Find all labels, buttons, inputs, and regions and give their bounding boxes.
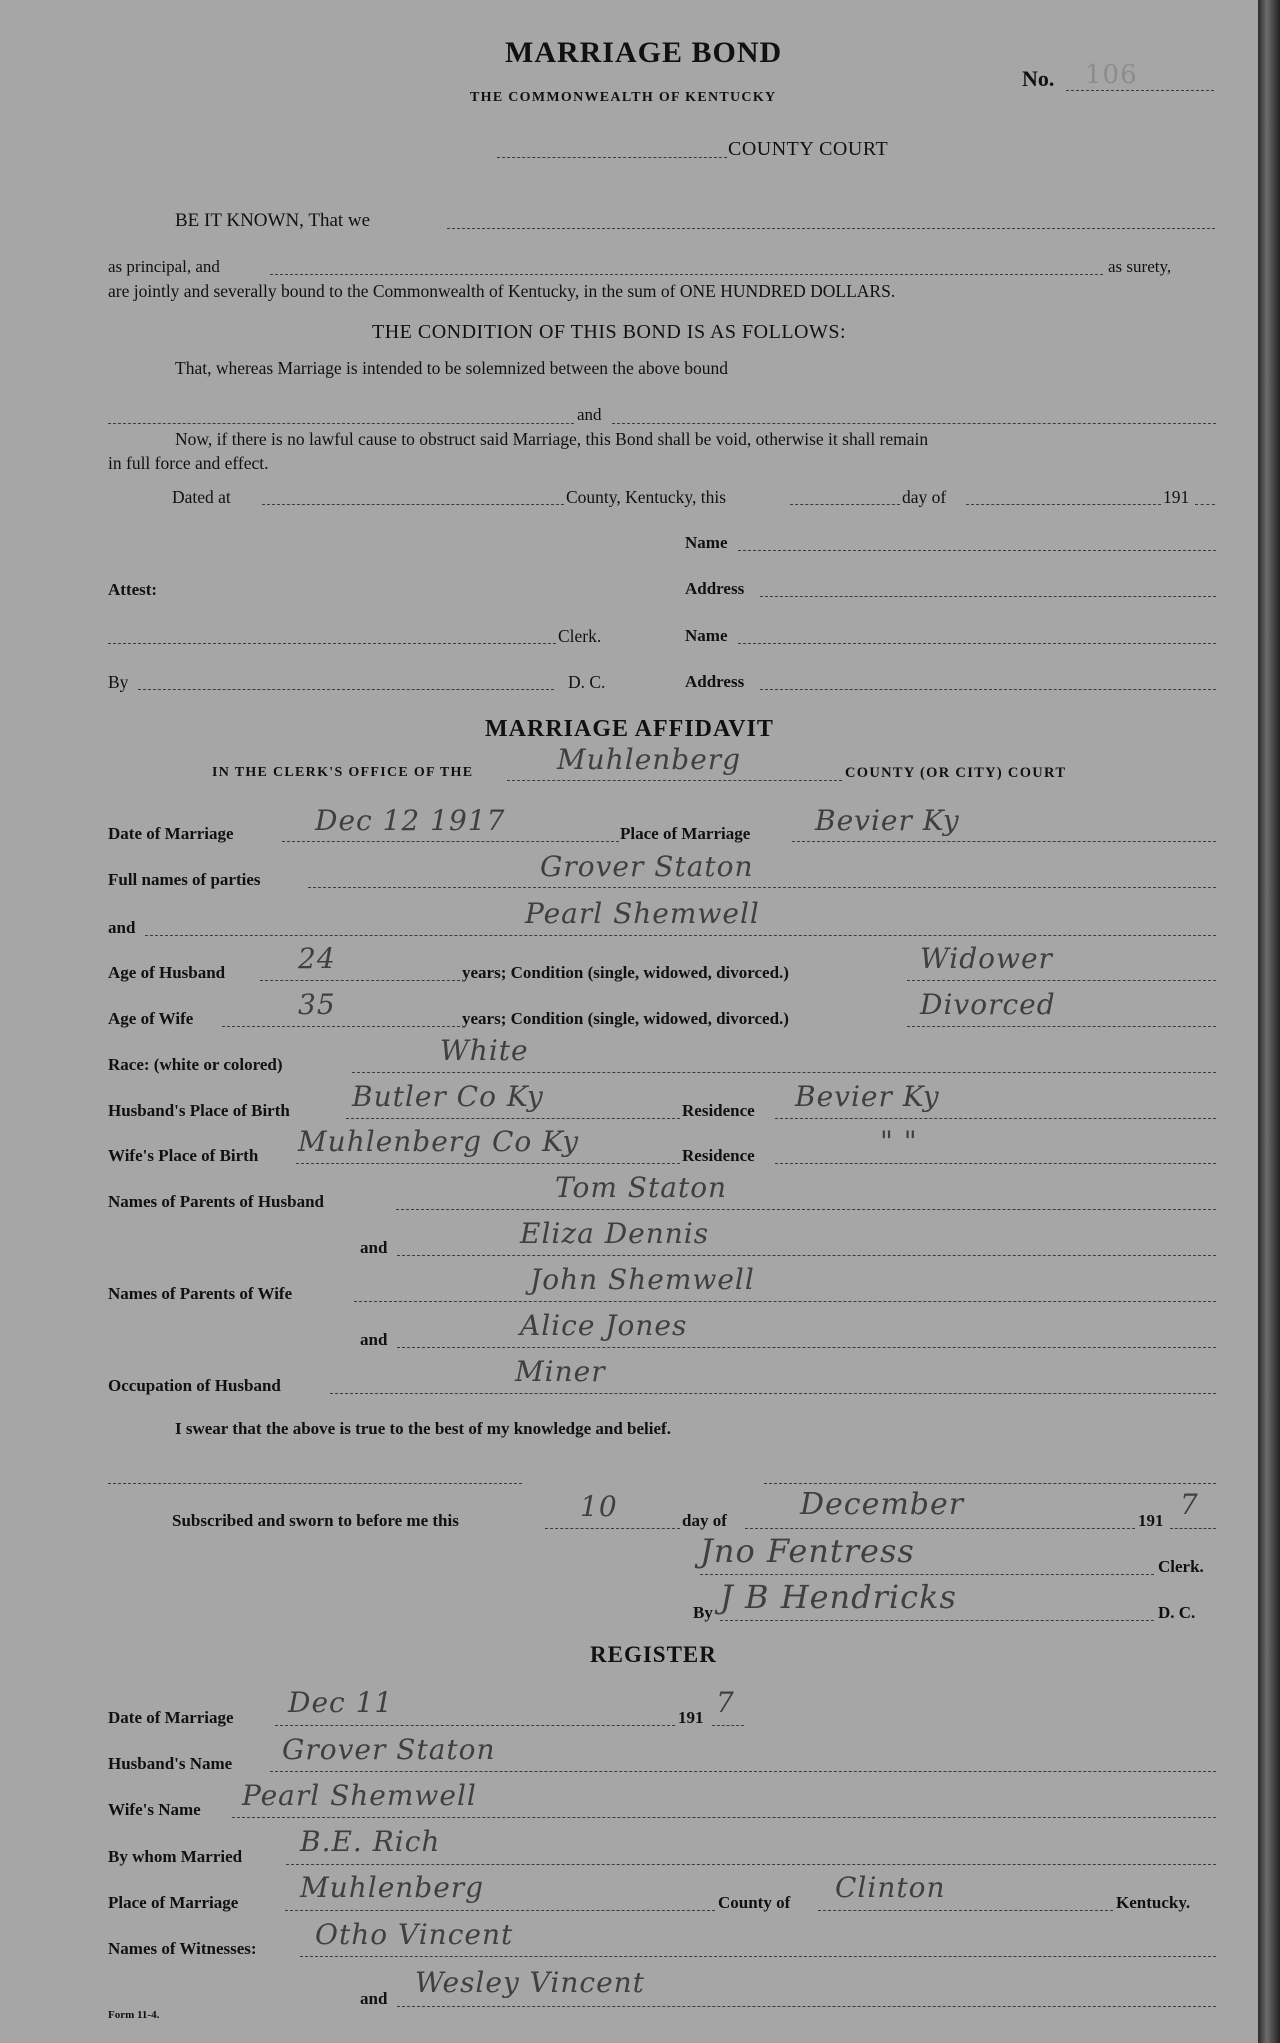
as-surety: as surety, — [1108, 257, 1172, 276]
residence-label-2: Residence — [682, 1146, 755, 1165]
party-2-name: Pearl Shemwell — [525, 897, 760, 930]
register-date-label: Date of Marriage — [108, 1708, 234, 1727]
place-of-marriage-label: Place of Marriage — [620, 824, 751, 843]
i-swear-statement: I swear that the above is true to the best of my knowledge and belief. — [175, 1419, 671, 1438]
sworn-year-prefix: 191 — [1138, 1511, 1164, 1530]
age-husband-value: 24 — [298, 942, 336, 975]
address-label-1: Address — [685, 579, 745, 598]
and-label-parties: and — [108, 918, 136, 937]
day-of-label-2: day of — [682, 1511, 727, 1530]
register-wife-value: Pearl Shemwell — [242, 1779, 477, 1812]
and-label-wife-parents: and — [360, 1330, 388, 1349]
page-edge — [1258, 0, 1280, 2043]
age-husband-label: Age of Husband — [108, 963, 226, 982]
register-by-whom-label: By whom Married — [108, 1847, 243, 1866]
register-by-whom-value: B.E. Rich — [300, 1825, 441, 1858]
residence-label-1: Residence — [682, 1101, 755, 1120]
wife-parents-label: Names of Parents of Wife — [108, 1284, 293, 1303]
sworn-year-suffix: 7 — [1180, 1488, 1199, 1521]
lawful-cause-2: in full force and effect. — [108, 453, 269, 473]
wife-birthplace-label: Wife's Place of Birth — [108, 1146, 259, 1165]
clerk-label-2: Clerk. — [1158, 1557, 1204, 1576]
condition-husband-value: Widower — [920, 942, 1053, 975]
clerk-signature: Jno Fentress — [700, 1532, 915, 1570]
register-date-value: Dec 11 — [288, 1686, 394, 1719]
address-label-2: Address — [685, 672, 745, 691]
register-husband-value: Grover Staton — [282, 1733, 496, 1766]
party-1-name: Grover Staton — [540, 850, 754, 883]
bond-number-value: 106 — [1085, 60, 1138, 90]
race-label: Race: (white or colored) — [108, 1055, 283, 1074]
register-year-prefix: 191 — [678, 1708, 704, 1727]
register-witness-2: Wesley Vincent — [415, 1966, 645, 1999]
husband-birthplace-value: Butler Co Ky — [352, 1080, 544, 1113]
husband-parents-label: Names of Parents of Husband — [108, 1192, 324, 1211]
lawful-cause-1: Now, if there is no lawful cause to obstruct said Marriage, this Bond shall be void, otherwise it shall remain — [175, 429, 929, 449]
bond-number-label: No. — [1022, 66, 1055, 91]
dc-label-2: D. C. — [1158, 1603, 1196, 1622]
as-principal: as principal, and — [108, 257, 220, 276]
affidavit-title: MARRIAGE AFFIDAVIT — [485, 716, 774, 742]
be-it-known: BE IT KNOWN, That we — [175, 210, 371, 231]
register-year-suffix: 7 — [716, 1686, 735, 1719]
register-witnesses-label: Names of Witnesses: — [108, 1939, 257, 1958]
date-of-marriage-value: Dec 12 1917 — [315, 804, 506, 837]
wife-mother: Alice Jones — [520, 1309, 688, 1342]
clerk-label-1: Clerk. — [558, 626, 602, 646]
age-wife-label: Age of Wife — [108, 1009, 194, 1028]
condition-label-1: years; Condition (single, widowed, divorced.) — [462, 963, 789, 982]
wife-birthplace-value: Muhlenberg Co Ky — [298, 1125, 580, 1158]
register-wife-label: Wife's Name — [108, 1800, 201, 1819]
occupation-value: Miner — [515, 1355, 606, 1388]
sworn-day-value: 10 — [580, 1490, 618, 1523]
sworn-month-value: December — [800, 1487, 965, 1522]
condition-label-2: years; Condition (single, widowed, divorced.) — [462, 1009, 789, 1028]
county-kentucky-this: County, Kentucky, this — [566, 487, 727, 507]
dated-at-label: Dated at — [172, 487, 231, 507]
county-or-city-court: COUNTY (OR CITY) COURT — [845, 765, 1067, 781]
husband-residence-value: Bevier Ky — [795, 1080, 940, 1113]
register-and-label: and — [360, 1989, 388, 2008]
form-number: Form 11-4. — [108, 2009, 160, 2021]
bond-subtitle: THE COMMONWEALTH OF KENTUCKY — [470, 90, 777, 105]
subscribed-sworn-label: Subscribed and sworn to before me this — [172, 1511, 459, 1530]
wife-father: John Shemwell — [530, 1263, 755, 1296]
year-191-label: 191 — [1163, 487, 1190, 507]
register-witness-1: Otho Vincent — [315, 1918, 514, 1951]
register-place-value: Muhlenberg — [300, 1871, 485, 1904]
wife-residence-value: " " — [880, 1125, 918, 1158]
jointly-bound: are jointly and severally bound to the Commonwealth of Kentucky, in the sum of ONE HUNDRED DOLLARS. — [108, 281, 896, 301]
name-label-1: Name — [685, 533, 728, 552]
day-of-label: day of — [902, 487, 947, 507]
condition-heading: THE CONDITION OF THIS BOND IS AS FOLLOWS: — [372, 321, 847, 343]
condition-wife-value: Divorced — [920, 988, 1056, 1021]
deputy-clerk-signature: J B Hendricks — [720, 1578, 957, 1616]
date-of-marriage-label: Date of Marriage — [108, 824, 234, 843]
register-husband-label: Husband's Name — [108, 1754, 233, 1773]
name-label-2: Name — [685, 626, 728, 645]
register-kentucky-label: Kentucky. — [1116, 1893, 1191, 1912]
county-court-label: COUNTY COURT — [728, 138, 889, 160]
race-value: White — [440, 1034, 529, 1067]
bond-title: MARRIAGE BOND — [505, 36, 783, 69]
dc-label-1: D. C. — [568, 672, 606, 692]
register-county-value: Clinton — [835, 1871, 946, 1904]
by-label-1: By — [108, 672, 129, 692]
husband-mother: Eliza Dennis — [520, 1217, 710, 1250]
and-label-husband-parents: and — [360, 1238, 388, 1257]
full-names-label: Full names of parties — [108, 870, 261, 889]
occupation-label: Occupation of Husband — [108, 1376, 281, 1395]
by-label-2: By — [693, 1603, 713, 1622]
husband-birthplace-label: Husband's Place of Birth — [108, 1101, 290, 1120]
husband-father: Tom Staton — [555, 1171, 728, 1204]
whereas-line: That, whereas Marriage is intended to be solemnized between the above bound — [175, 358, 729, 378]
age-wife-value: 35 — [298, 988, 336, 1021]
and-connector: and — [577, 405, 602, 424]
clerks-office-label: IN THE CLERK'S OFFICE OF THE — [212, 765, 474, 780]
place-of-marriage-value: Bevier Ky — [815, 804, 960, 837]
register-title: REGISTER — [590, 1642, 717, 1667]
register-county-of-label: County of — [718, 1893, 791, 1912]
court-county-value: Muhlenberg — [557, 743, 742, 776]
register-place-label: Place of Marriage — [108, 1893, 239, 1912]
attest-label: Attest: — [108, 580, 158, 599]
